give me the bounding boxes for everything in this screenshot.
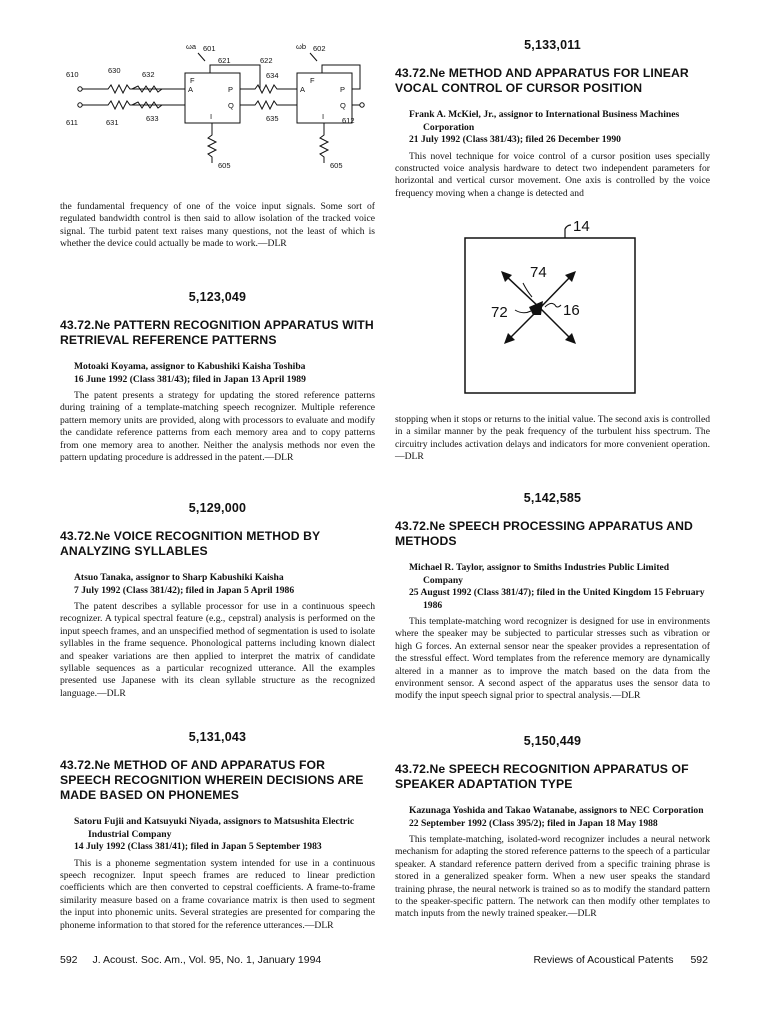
label-16: 16 (563, 302, 580, 319)
footer-left (60, 954, 321, 966)
patent-abstract: The patent describes a syllable processor for use in a continuous speech recognizer. A typical spectral feature (e.g., cepstral) analysis is performed on the input speech frames, and an unspecified method of segmentation is used to isolate syllables in the frame sequence. Phonological patterns including known dialect and speaker variations are then applied to interpret the matrix of candidate syllable sequences as a particular recognized utterance. All the examples presented use Japanese with its clean syllable structure as the recognized language.—DLR (60, 601, 375, 699)
label-634: 634 (266, 71, 279, 80)
patent-filing: 25 August 1992 (Class 381/47); filed in the United Kingdom 15 February 1986 (409, 587, 705, 611)
patent-entry (60, 501, 375, 700)
patent-abstract: The patent presents a strategy for updating the stored reference patterns during training of a template-matching speech recognizer. Multiple reference pattern memory units are provided, along with processors to evaluate and modify the candidate reference patterns from each memory area and to copy patterns from one memory area to another. Neither the analysis methods nor even the pattern updating procedure is addressed in the patent.—DLR (60, 390, 375, 464)
patent-number: 5,133,011 (524, 38, 581, 52)
label-632: 632 (142, 70, 155, 79)
label-Q1: Q (228, 101, 234, 110)
patent-title: 43.72.Ne PATTERN RECOGNITION APPARATUS WITH RETRIEVAL REFERENCE PATTERNS (60, 318, 374, 347)
label-I1: I (210, 112, 213, 121)
patent-filing: 14 July 1992 (Class 381/41); filed in Japan 5 September 1983 (74, 841, 322, 852)
patent-title: 43.72.Ne METHOD AND APPARATUS FOR LINEAR VOCAL CONTROL OF CURSOR POSITION (395, 66, 689, 95)
patent-authors: Kazunaga Yoshida and Takao Watanabe, assignors to NEC Corporation (409, 805, 704, 816)
patent-title: 43.72.Ne VOICE RECOGNITION METHOD BY ANALYZING SYLLABLES (60, 529, 321, 558)
patent-filing: 16 June 1992 (Class 381/43); filed in Japan 13 April 1989 (74, 373, 306, 385)
patent-meta (60, 361, 375, 386)
patent-authors: Motoaki Koyama, assignor to Kabushiki Kaisha Toshiba (74, 361, 306, 372)
patent-entry (395, 38, 710, 200)
label-602: 602 (313, 44, 326, 53)
footer-section: Reviews of Acoustical Patents (533, 954, 674, 966)
footer-right (533, 954, 708, 966)
patent-number: 5,150,449 (523, 734, 582, 748)
label-630: 630 (108, 66, 121, 75)
footer-page-left: 592 (60, 954, 78, 966)
label-635: 635 (266, 114, 279, 123)
label-wb: ωb (296, 42, 307, 51)
patent-meta (60, 816, 375, 854)
label-P2: P (340, 85, 346, 94)
patent-title: 43.72.Ne SPEECH RECOGNITION APPARATUS OF SPEAKER ADAPTATION TYPE (395, 762, 689, 791)
label-P1: P (228, 85, 234, 94)
label-F1: F (190, 76, 195, 85)
label-621: 621 (218, 56, 231, 65)
patent-filing: 7 July 1992 (Class 381/42); filed in Japan 5 April 1986 (74, 584, 295, 596)
label-611: 611 (66, 118, 78, 127)
label-A1: A (188, 85, 194, 94)
label-F2: F (310, 76, 315, 85)
patent-meta (60, 572, 375, 597)
label-72: 72 (491, 304, 508, 321)
patent-abstract: This template-matching, isolated-word recognizer includes a neural network mechanism for adapting the stored reference patterns to the speech of a particular speaker. A standard reference pattern derived from a specific training phrase is stored in a generalized speaker form. When a new user speaks the standard training phrase, the neural network is trained so as to modify the standard pattern to the speaker-specific pattern. The network can then modify other templates to match inputs from the newly trained speaker.—DLR (395, 834, 710, 920)
patent-entry (395, 734, 710, 921)
patent-abstract: This template-matching word recognizer is designed for use in environments where the speaker may be subjected to particular stresses such as vibration or high G forces. An external sensor near the speaker provides a representation of the stressful effect. Word templates from the reference memory are dynamically altered in a manner as to improve the match based on the data from the environment sensor. A second aspect of the apparatus uses the sensor data to modify the input speech signal prior to spectral analysis.—DLR (395, 616, 710, 702)
patent-authors: Frank A. McKiel, Jr., assignor to International Business Machines Corporation (409, 109, 680, 133)
patent-entry (60, 730, 375, 932)
patent-authors: Atsuo Tanaka, assignor to Sharp Kabushiki Kaisha (74, 572, 284, 583)
patent-filing: 22 September 1992 (Class 395/2); filed in Japan 18 May 1988 (409, 817, 658, 829)
fragment-left-text: the fundamental frequency of one of the voice input signals. Some sort of regulated bandwidth control is then said to allow isolation of the tracked voice signal. The turbid patent text raises many questions, not the least of which is whether the device could actually be made to work.—DLR (60, 201, 375, 250)
fragment-right (395, 414, 710, 464)
label-612: 612 (342, 116, 355, 125)
patent-abstract: This novel technique for voice control of a cursor position uses specially constructed voice analysis hardware to detect two independent parameters for horizontal and vertical cursor movement. One axis is controlled by the voice frequency moving when a change is detected and (395, 150, 710, 199)
patent-meta (395, 562, 710, 612)
label-14: 14 (573, 218, 590, 235)
patent-meta (395, 805, 710, 830)
patent-authors: Satoru Fujii and Katsuyuki Niyada, assignors to Matsushita Electric Industrial Company (74, 816, 355, 840)
label-610: 610 (66, 70, 79, 79)
patent-abstract: This is a phoneme segmentation system intended for use in a continuous speech recognizer. Input speech frames are reduced to linear prediction coefficients which are then converted to cepstral coefficients. A frame-to-frame similarity measure based on a frame covariance matrix is then used to segment the input into phonemic units. Several strategies are presented for comparing the phoneme information to that stored for the reference utterances.—DLR (60, 857, 375, 931)
patent-number: 5,129,000 (188, 501, 247, 515)
patent-authors: Michael R. Taylor, assignor to Smiths Industries Public Limited Company (409, 562, 670, 586)
footer-page-right: 592 (690, 954, 708, 966)
cursor-figure (395, 215, 710, 405)
patent-title: 43.72.Ne SPEECH PROCESSING APPARATUS AND METHODS (395, 519, 693, 548)
patent-number: 5,123,049 (188, 290, 247, 304)
label-wa: ωa (186, 42, 197, 51)
patent-title: 43.72.Ne METHOD OF AND APPARATUS FOR SPEECH RECOGNITION WHEREIN DECISIONS ARE MADE BASED ON PHONEMES (60, 758, 364, 802)
patent-number: 5,142,585 (523, 491, 582, 505)
label-Q2: Q (340, 101, 346, 110)
patent-number: 5,131,043 (188, 730, 247, 744)
label-601: 601 (203, 44, 216, 53)
label-622: 622 (260, 56, 273, 65)
fragment-left (60, 201, 375, 251)
patent-filing: 21 July 1992 (Class 381/43); filed 26 December 1990 (409, 134, 621, 145)
label-A2: A (300, 85, 306, 94)
patent-entry (395, 491, 710, 703)
label-605b: 605 (330, 161, 343, 170)
footer-journal: J. Acoust. Soc. Am., Vol. 95, No. 1, January 1994 (92, 954, 322, 966)
patent-meta (395, 109, 710, 147)
label-631: 631 (106, 118, 119, 127)
label-I2: I (322, 112, 325, 121)
label-74: 74 (530, 264, 547, 281)
circuit-figure (60, 35, 375, 215)
patent-entry (60, 290, 375, 464)
label-633: 633 (146, 114, 159, 123)
label-605a: 605 (218, 161, 231, 170)
fragment-right-text: stopping when it stops or returns to the initial value. The second axis is controlled in a similar manner by the peak frequency of the turbulent hiss spectrum. The circuitry includes activation delays and indicators for more convenient operation.—DLR (395, 414, 710, 463)
